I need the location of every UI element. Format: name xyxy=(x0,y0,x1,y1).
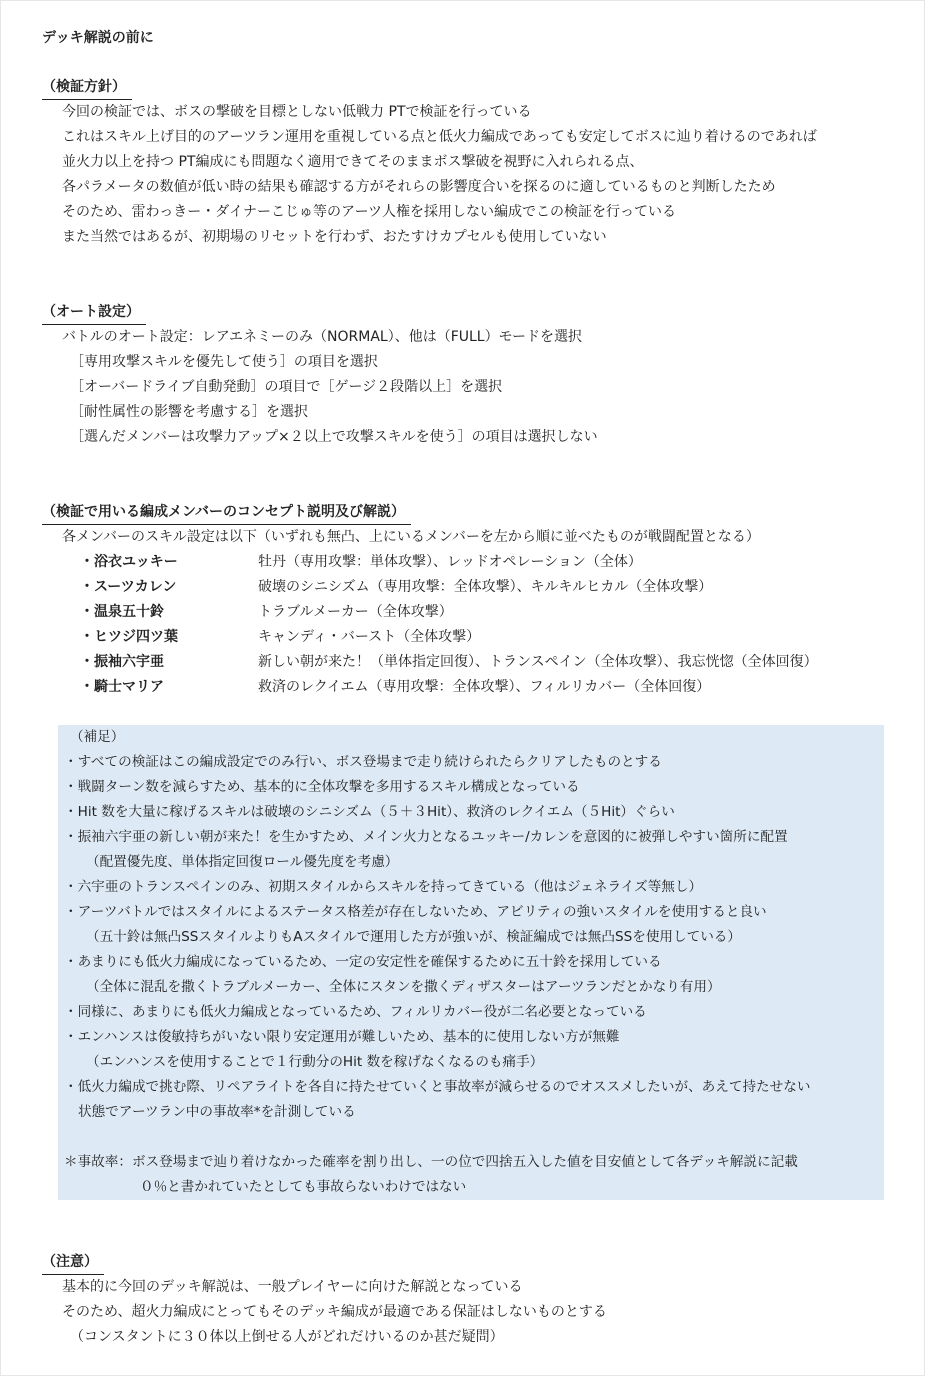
member-skills: 新しい朝が来た！（単体指定回復）、トランスペイン（全体攻撃）、我忘恍惚（全体回復） xyxy=(258,654,818,670)
notes-line: ・Hit 数を大量に稼げるスキルは破壊のシニシズム（５＋３Hit）、救済のレクイエム（５Hit）ぐらい xyxy=(64,804,675,820)
notes-line: ・戦闘ターン数を減らすため、基本的に全体攻撃を多用するスキル構成となっている xyxy=(64,779,580,795)
caution-heading: （注意） xyxy=(42,1252,104,1275)
member-skills: 救済のレクイエム（専用攻撃：全体攻撃）、フィルリカバー（全体回復） xyxy=(258,679,711,695)
policy-lines xyxy=(42,100,817,250)
notes-spacer xyxy=(64,1125,810,1150)
notes-line: 状態でアーツラン中の事故率*を計測している xyxy=(78,1104,356,1120)
notes-line: （五十鈴は無凸SSスタイルよりもAスタイルで運用した方が強いが、検証編成では無凸SSを使用している） xyxy=(86,929,741,945)
member-name: ・振袖六宇亜 xyxy=(80,654,164,670)
notes-line: ・エンハンスは俊敏持ちがいない限り安定運用が難しいため、基本的に使用しない方が無難 xyxy=(64,1029,620,1045)
notes-line: （エンハンスを使用することで１行動分のHit 数を稼げなくなるのも痛手） xyxy=(86,1054,544,1070)
notes-line: ・アーツバトルではスタイルによるステータス格差が存在しないため、アビリティの強いスタイルを使用すると良い xyxy=(64,904,767,920)
notes-line: ・同様に、あまりにも低火力編成となっているため、フィルリカバー役が二名必要となっている xyxy=(64,1004,647,1020)
notes-line: （配置優先度、単体指定回復ロール優先度を考慮） xyxy=(86,854,399,870)
auto-heading: （オート設定） xyxy=(42,302,146,325)
notes-line: ・あまりにも低火力編成になっているため、一定の安定性を確保するために五十鈴を採用している xyxy=(64,954,662,970)
member-name: ・騎士マリア xyxy=(80,679,164,695)
caution-line: そのため、超火力編成にとってもそのデッキ編成が最適である保証はしないものとする xyxy=(62,1304,607,1320)
policy-line: 今回の検証では、ボスの撃破を目標としない低戦力 PTで検証を行っている xyxy=(62,104,532,120)
notes-line: ・振袖六宇亜の新しい朝が来た！を生かすため、メイン火力となるユッキー/カレンを意図的に被弾しやすい箇所に配置 xyxy=(64,829,788,845)
notes-line: ・すべての検証はこの編成設定でのみ行い、ボス登場まで走り続けられたらクリアしたものとする xyxy=(64,754,662,770)
notes-line: （全体に混乱を撒くトラブルメーカー、全体にスタンを撒くディザスターはアーツランだとかなり有用） xyxy=(86,979,721,995)
auto-line: ［専用攻撃スキルを優先して使う］の項目を選択 xyxy=(70,354,378,370)
policy-line: そのため、雷わっきー・ダイナーこじゅ等のアーツ人権を採用しない編成でこの検証を行っている xyxy=(62,204,677,220)
member-row xyxy=(42,625,818,650)
member-row xyxy=(42,600,818,625)
auto-line: ［オーバードライブ自動発動］の項目で［ゲージ２段階以上］を選択 xyxy=(70,379,503,395)
policy-line: これはスキル上げ目的のアーツラン運用を重視している点と低火力編成であっても安定してボスに辿り着けるのであれば xyxy=(62,129,817,145)
member-name: ・スーツカレン xyxy=(80,579,177,595)
notes-footnote: ＊事故率：ボス登場まで辿り着けなかった確率を割り出し、一の位で四捨五入した値を目安値として各デッキ解説に記載 xyxy=(64,1154,798,1170)
member-name: ・ヒツジ四ツ葉 xyxy=(80,629,178,645)
policy-line: また当然ではあるが、初期場のリセットを行わず、おたすけカプセルも使用していない xyxy=(62,229,607,245)
caution-section xyxy=(42,1252,607,1350)
policy-line: 並火力以上を持つ PT編成にも問題なく適用できてそのままボス撃破を視野に入れられる点、 xyxy=(62,154,644,170)
member-skills: トラブルメーカー（全体攻撃） xyxy=(258,604,453,620)
member-skills: キャンディ・バースト（全体攻撃） xyxy=(258,629,481,645)
auto-lines xyxy=(42,325,598,450)
caution-line: 基本的に今回のデッキ解説は、一般プレイヤーに向けた解説となっている xyxy=(62,1279,523,1295)
notes-box xyxy=(58,725,884,1200)
policy-section xyxy=(42,77,817,250)
page-title: デッキ解説の前に xyxy=(42,30,154,46)
policy-heading: （検証方針） xyxy=(42,77,132,100)
member-row xyxy=(42,675,818,700)
notes-line: ・六宇亜のトランスペインのみ、初期スタイルからスキルを持ってきている（他はジェネライズ等無し） xyxy=(64,879,703,895)
notes-heading: （補足） xyxy=(70,729,125,745)
notes-line: ・低火力編成で挑む際、リペアライトを各自に持たせていくと事故率が減らせるのでオススメしたいが、あえて持たせない xyxy=(64,1079,811,1095)
member-skills: 破壊のシニシズム（専用攻撃：全体攻撃）、キルキルヒカル（全体攻撃） xyxy=(258,579,713,595)
member-row xyxy=(42,575,818,600)
members-section xyxy=(42,502,818,700)
auto-section xyxy=(42,302,598,450)
member-name: ・温泉五十鈴 xyxy=(80,604,164,620)
auto-line: バトルのオート設定：レアエネミーのみ（NORMAL）、他は（FULL）モードを選択 xyxy=(62,329,583,345)
member-name: ・浴衣ユッキー xyxy=(80,554,178,570)
caution-line: （コンスタントに３０体以上倒せる人がどれだけいるのか甚だ疑問） xyxy=(70,1329,504,1345)
policy-line: 各パラメータの数値が低い時の結果も確認する方がそれらの影響度合いを探るのに適しているものと判断したため xyxy=(62,179,776,195)
members-intro: 各メンバーのスキル設定は以下（いずれも無凸、上にいるメンバーを左から順に並べたものが戦闘配置となる） xyxy=(62,529,760,545)
auto-line: ［選んだメンバーは攻撃力アップ×２以上で攻撃スキルを使う］の項目は選択しない xyxy=(70,429,598,445)
members-heading: （検証で用いる編成メンバーのコンセプト説明及び解説） xyxy=(42,502,411,525)
member-row xyxy=(42,650,818,675)
notes-footnote: ０％と書かれていたとしても事故らないわけではない xyxy=(140,1179,467,1195)
member-row xyxy=(42,550,818,575)
member-skills: 牡丹（専用攻撃：単体攻撃）、レッドオペレーション（全体） xyxy=(258,554,642,570)
auto-line: ［耐性属性の影響を考慮する］を選択 xyxy=(70,404,308,420)
notes-content xyxy=(64,725,810,1200)
